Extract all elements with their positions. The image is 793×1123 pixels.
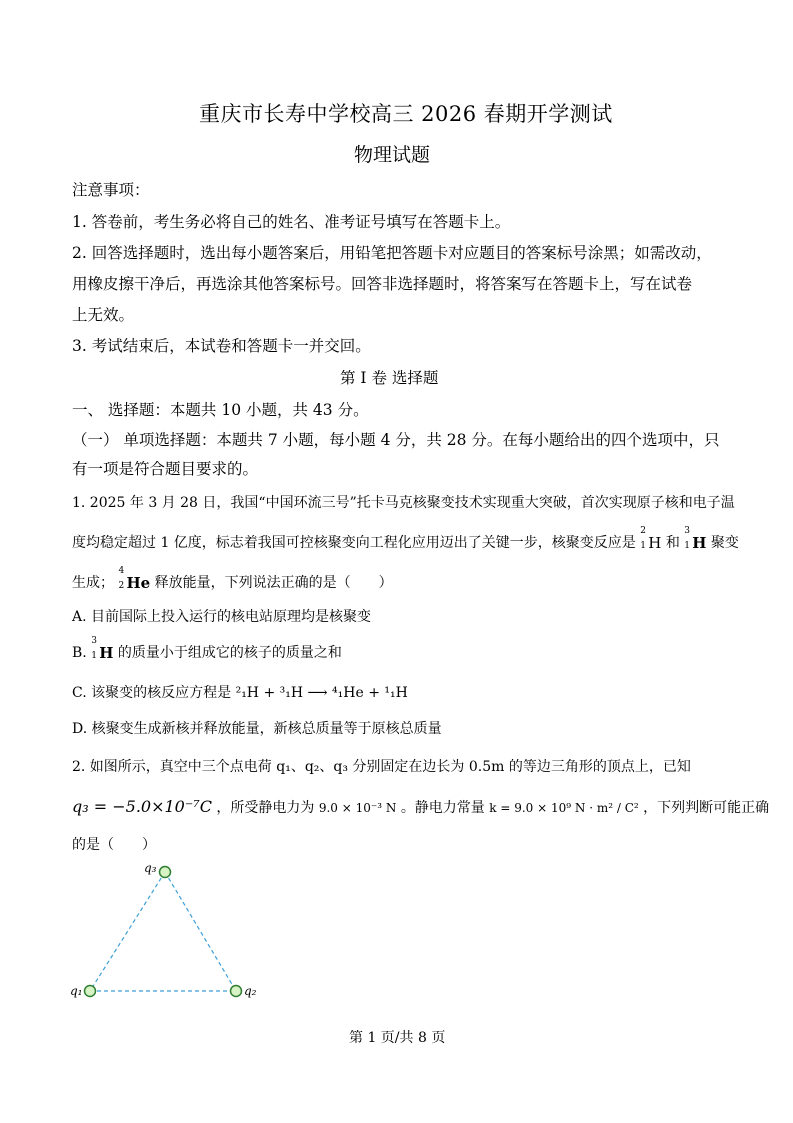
q2-charge-q3: q₃ = −5.0×10⁻⁷C (72, 797, 212, 816)
triangle-figure (60, 855, 280, 1015)
q1-option-c-text: C. 该聚变的核反应方程是 (72, 685, 232, 701)
charge-q1-node (85, 986, 96, 997)
q1-option-c-equation: ²₁H + ³₁H ⟶ ⁴₁He + ¹₁H (235, 685, 408, 701)
q2-force-value: 9.0 × 10⁻³ N (318, 801, 397, 815)
label-q1: q₁ (70, 984, 83, 998)
notice-heading: 注意事项： (72, 181, 150, 199)
q1-option-b-label: B. (72, 645, 87, 661)
label-q2: q₂ (244, 984, 257, 998)
isotope-h2: 2 1 H (640, 525, 662, 552)
q1-fusion: 聚变 (710, 535, 739, 551)
q1-line2-text: 度均稳定超过 1 亿度，标志着我国可控核聚变向工程化应用迈出了关键一步，核聚变反应是 (72, 535, 636, 551)
notice-item-1: 1. 答卷前，考生务必将自己的姓名、准考证号填写在答题卡上。 (72, 213, 511, 231)
label-q3: q₃ (144, 861, 157, 875)
isotope-he4: 4 2 He (118, 565, 151, 592)
isotope-h3: 3 1 H (684, 525, 707, 552)
q2-line2 (72, 797, 769, 817)
triangle-edges (90, 872, 236, 991)
q1-line3 (72, 565, 393, 592)
q2-k-pre: 。静电力常量 (400, 800, 485, 816)
volume-title: 第 I 卷 选择题 (340, 369, 439, 387)
q2-line3: 的是（ ） (72, 837, 156, 853)
q2-line2-post: ，下列判断可能正确 (643, 800, 770, 816)
notice-item-2-line3: 上无效。 (72, 306, 135, 324)
q1-line2 (72, 525, 739, 552)
notice-item-2-line1: 2. 回答选择题时，选出每小题答案后，用铅笔把答题卡对应题目的答案标号涂黑；如需改动， (72, 244, 712, 262)
q1-and: 和 (665, 535, 680, 551)
isotope-h3-option-b: 3 1 H (91, 635, 114, 662)
q1-option-c[interactable] (72, 682, 408, 702)
q1-option-a[interactable]: A. 目前国际上投入运行的核电站原理均是核聚变 (72, 609, 372, 625)
q2-line2-mid: ，所受静电力为 (216, 800, 315, 816)
part-one-heading: 一、 选择题：本题共 10 小题，共 43 分。 (72, 401, 369, 419)
q1-line1: 1. 2025 年 3 月 28 日，我国“中国环流三号”托卡马克核聚变技术实现重大突破，首次实现原子核和电子温 (72, 495, 735, 511)
exam-subtitle: 物理试题 (354, 144, 431, 166)
page-footer: 第 1 页/共 8 页 (349, 1030, 446, 1046)
charge-q3-node (160, 867, 171, 878)
q1-option-d[interactable]: D. 核聚变生成新核并释放能量，新核总质量等于原核总质量 (72, 721, 442, 737)
single-choice-heading-line2: 有一项是符合题目要求的。 (72, 460, 259, 478)
exam-title: 重庆市长寿中学校高三 2026 春期开学测试 (199, 102, 613, 126)
edge-q3-q2 (165, 872, 236, 991)
q1-line3-pre: 生成； (72, 575, 114, 591)
charge-q2-node (231, 986, 242, 997)
single-choice-heading-line1: （一） 单项选择题：本题共 7 小题，每小题 4 分，共 28 分。在每小题给出的四个选项中，只 (72, 431, 720, 449)
notice-item-3: 3. 考试结束后，本试卷和答题卡一并交回。 (72, 337, 371, 355)
q1-option-b-text: 的质量小于组成它的核子的质量之和 (117, 645, 342, 661)
edge-q3-q1 (90, 872, 165, 991)
notice-item-2-line2: 用橡皮擦干净后，再选涂其他答案标号。回答非选择题时，将答案写在答题卡上，写在试卷 (72, 275, 693, 293)
q2-coulomb-constant: k = 9.0 × 10⁹ N · m² / C² (489, 801, 639, 815)
q1-option-b[interactable] (72, 635, 342, 662)
q1-line3-post: 释放能量，下列说法正确的是（ ） (154, 575, 393, 591)
q2-line1: 2. 如图所示，真空中三个点电荷 q₁、q₂、q₃ 分别固定在边长为 0.5m 的等边三角形的顶点上，已知 (72, 759, 691, 775)
